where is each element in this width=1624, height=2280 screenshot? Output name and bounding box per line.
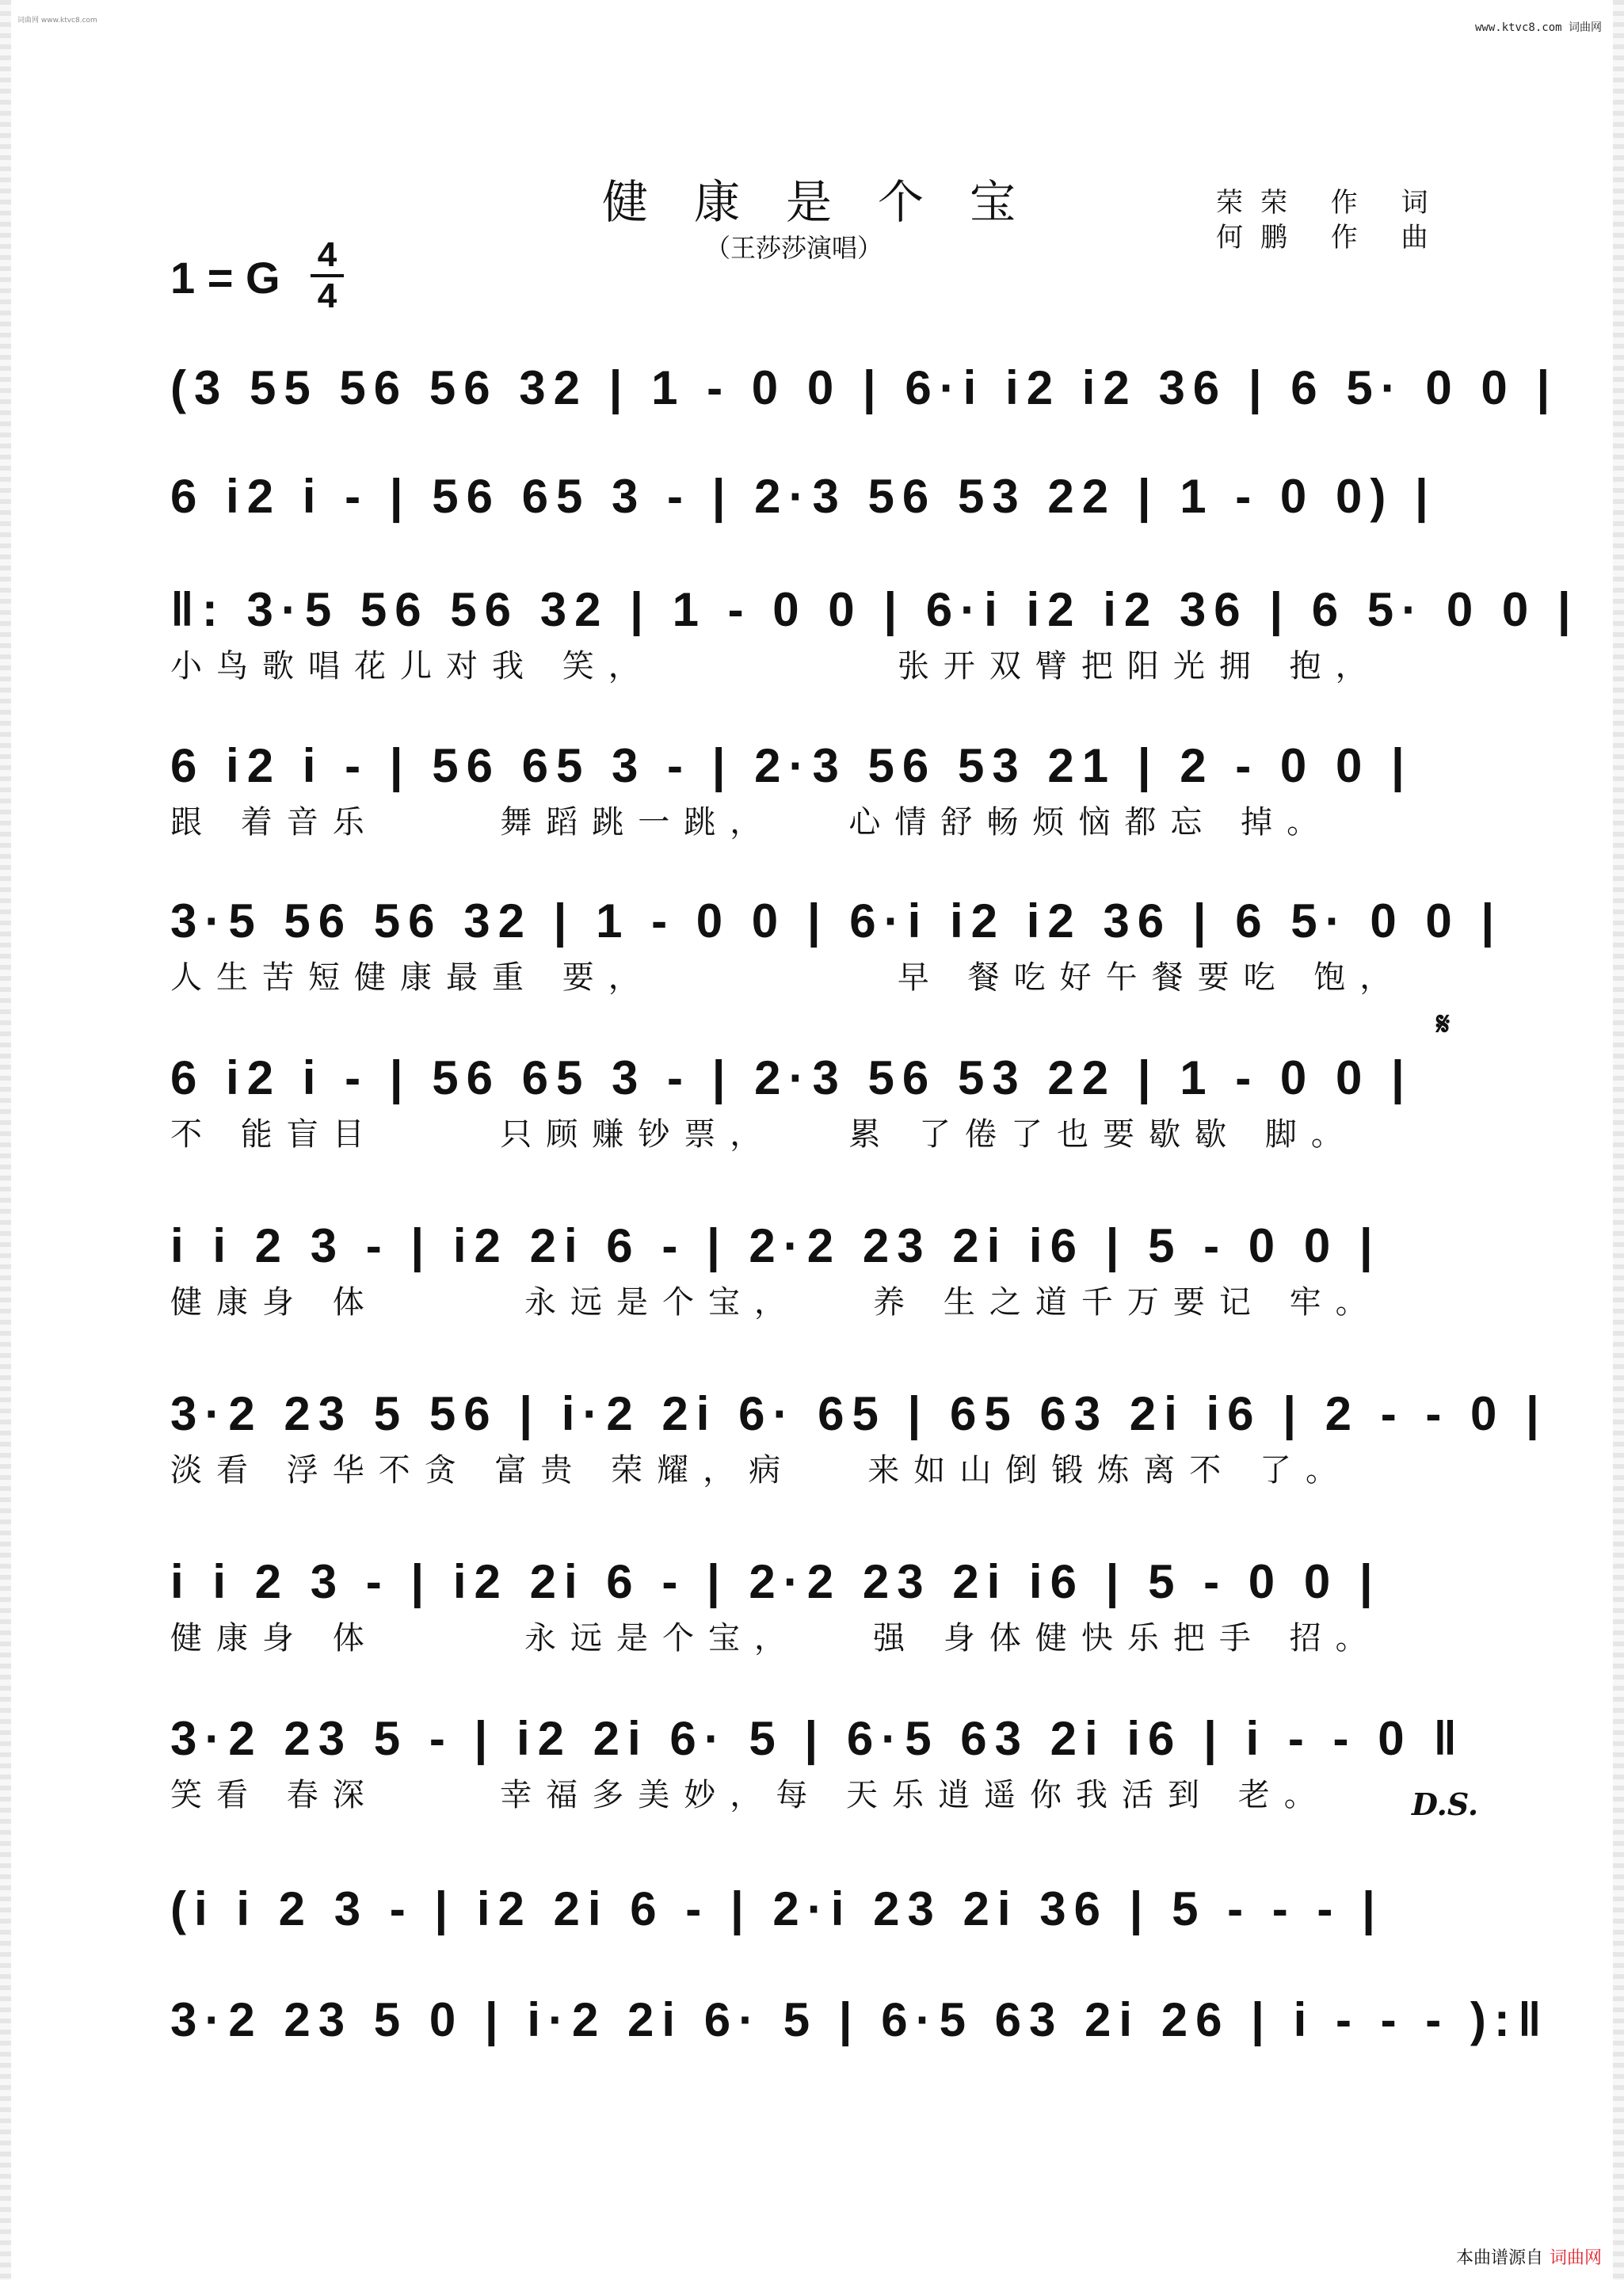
lyric-line: 不 能盲目 只顾赚钞票， 累 了倦了也要歇歇 脚。 bbox=[170, 1116, 1357, 1153]
ds-mark: D.S. bbox=[1412, 1786, 1479, 1822]
notation-line: 3·5 56 56 32 | 1 - 0 0 | 6·i i2 i2 36 | 6 5· 0 0 | bbox=[170, 894, 1503, 947]
score-row-10 bbox=[170, 1711, 1466, 1817]
notation-line: i i 2 3 - | i2 2i 6 - | 2·2 23 2i i6 | 5 - 0 0 | bbox=[170, 1219, 1381, 1272]
score-row-1 bbox=[170, 360, 1558, 416]
score-row-3 bbox=[170, 582, 1579, 688]
composer-credit: 何鹏 作 曲 bbox=[1216, 222, 1446, 254]
time-top: 4 bbox=[317, 235, 337, 274]
header-tiny-text: 词曲网 www.ktvc8.com bbox=[17, 17, 97, 25]
notation-line: (i i 2 3 - | i2 2i 6 - | 2·i 23 2i 36 | 5 - - - | bbox=[170, 1882, 1383, 1935]
notation-line: 3·2 23 5 56 | i·2 2i 6· 65 | 65 63 2i i6 | 2 - - 0 | bbox=[170, 1387, 1547, 1440]
time-bottom: 4 bbox=[317, 276, 337, 315]
notation-line: 3·2 23 5 - | i2 2i 6· 5 | 6·5 63 2i i6 | i - - 0 ‖ bbox=[170, 1712, 1466, 1765]
score-row-2 bbox=[170, 469, 1462, 524]
notation-line: 3·2 23 5 0 | i·2 2i 6· 5 | 6·5 63 2i 26 | i - - - ):‖ bbox=[170, 1993, 1550, 2046]
score-row-8 bbox=[170, 1386, 1547, 1493]
lyricist-credit: 荣荣 作 词 bbox=[1216, 187, 1446, 219]
right-border-pattern bbox=[1613, 0, 1624, 2280]
lyric-line: 健康身 体 永远是个宝， 强 身体健快乐把手 招。 bbox=[170, 1620, 1382, 1657]
lyric-line: 人生苦短健康最重 要， 早 餐吃好午餐要吃 饱， bbox=[170, 959, 1406, 996]
lyric-line: 淡看 浮华不贪 富贵 荣耀，病 来如山倒锻炼离不 了。 bbox=[170, 1452, 1352, 1489]
site-url[interactable]: www.ktvc8.com 词曲网 bbox=[1474, 21, 1602, 34]
lyric-line: 跟 着音乐 舞蹈跳一跳， 心情舒畅烦恼都忘 掉。 bbox=[170, 804, 1333, 841]
notation-line: i i 2 3 - | i2 2i 6 - | 2·2 23 2i i6 | 5 - 0 0 | bbox=[170, 1555, 1381, 1608]
score-row-11 bbox=[170, 1882, 1462, 1937]
lyric-line: 健康身 体 永远是个宝， 养 生之道千万要记 牢。 bbox=[170, 1284, 1382, 1321]
score-row-5 bbox=[170, 894, 1503, 1000]
footer-source-text: 本曲谱源自 bbox=[1455, 2248, 1543, 2268]
singer-credit: （王莎莎演唱） bbox=[705, 233, 883, 263]
score-row-12 bbox=[170, 1992, 1550, 2048]
left-border-pattern bbox=[0, 0, 11, 2280]
segno-sign: 𝄋 bbox=[1436, 1006, 1451, 1043]
key-signature: 1 = G bbox=[170, 253, 280, 303]
score-row-7 bbox=[170, 1218, 1462, 1325]
time-signature bbox=[311, 235, 344, 315]
score-row-4 bbox=[170, 738, 1462, 845]
song-title: 健康是个宝 bbox=[602, 175, 1062, 229]
notation-line: 6 i2 i - | 56 65 3 - | 2·3 56 53 22 | 1 - 0 0) | bbox=[170, 470, 1436, 523]
notation-line: 6 i2 i - | 56 65 3 - | 2·3 56 53 22 | 1 - 0 0 | bbox=[170, 1051, 1412, 1104]
notation-line: ‖: 3·5 56 56 32 | 1 - 0 0 | 6·i i2 i2 36 | 6 5· 0 0 | bbox=[170, 583, 1579, 636]
footer-brand-link[interactable]: 词曲网 bbox=[1549, 2248, 1602, 2268]
lyric-line: 小鸟歌唱花儿对我 笑， 张开双臂把阳光拥 抱， bbox=[170, 648, 1382, 684]
score-row-9 bbox=[170, 1554, 1462, 1660]
score-row-6 bbox=[170, 1050, 1462, 1157]
notation-line: (3 55 56 56 32 | 1 - 0 0 | 6·i i2 i2 36 | 6 5· 0 0 | bbox=[170, 361, 1558, 414]
footer-source bbox=[1456, 2244, 1602, 2269]
lyric-line: 笑看 春深 幸福多美妙，每 天乐逍遥你我活到 老。 bbox=[170, 1777, 1330, 1813]
notation-line: 6 i2 i - | 56 65 3 - | 2·3 56 53 21 | 2 - 0 0 | bbox=[170, 739, 1412, 792]
